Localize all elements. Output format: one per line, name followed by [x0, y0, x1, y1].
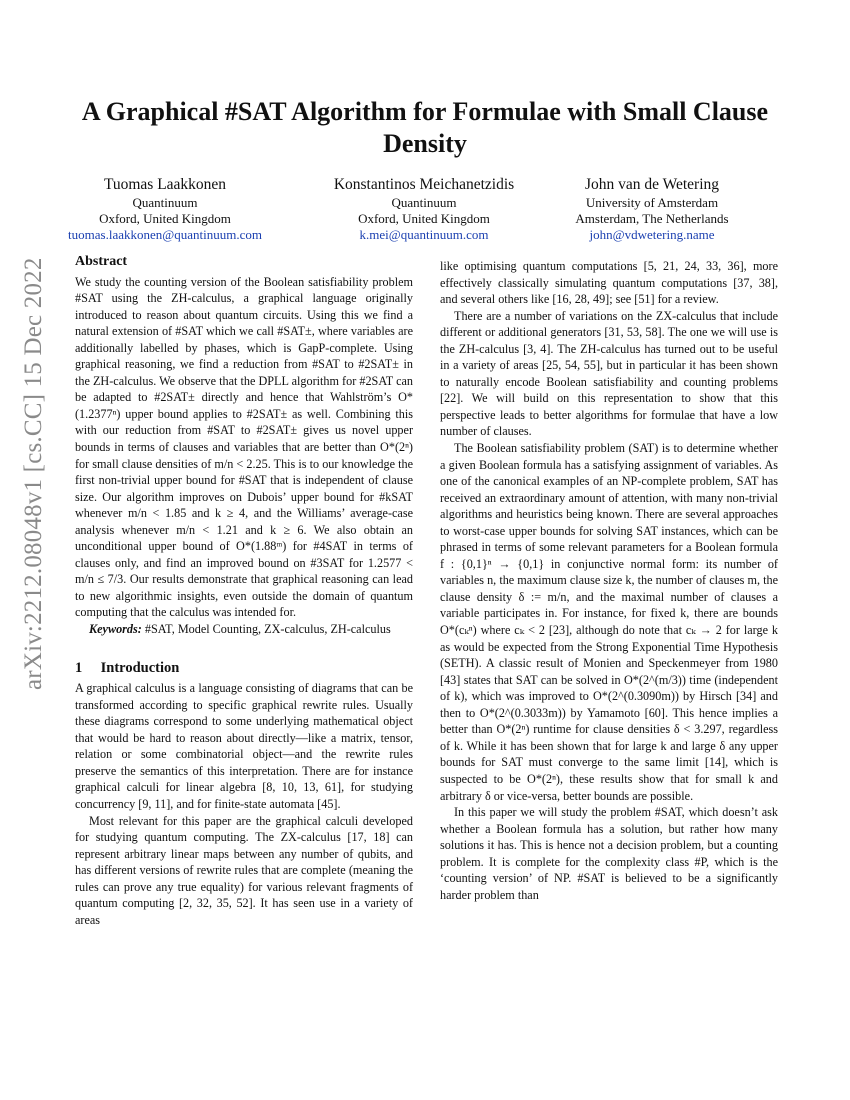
- left-column: [75, 254, 413, 928]
- author-email-link[interactable]: tuomas.laakkonen@quantinuum.com: [68, 227, 262, 242]
- keywords: [75, 621, 413, 638]
- author-name: Konstantinos Meichanetzidis: [333, 176, 515, 193]
- intro-paragraph-3: There are a number of variations on the ZX-calculus that include different or additional generators [31, 53, 58]. The one we will use is the ZH-calculus [3, 4]. The ZH-calculus has turned out to be useful in a variety of areas [25, 54, 55], but in particular it has been shown to naturally encode Boolean satisfiability and counting problems [22]. We will build on this representation to show that this perspective leads to better algorithms for formulae that have a low number of clauses.: [440, 308, 778, 439]
- abstract-heading: Abstract: [75, 254, 128, 269]
- keywords-label: Keywords:: [89, 622, 142, 637]
- abstract-text: We study the counting version of the Boolean satisfiability problem #SAT using the ZH-calculus, a graphical language originally introduced to reason about quantum circuits. Using this we find a natural extension of #SAT which we call #SAT±, where variables are additionally labelled by phases, which is GapP-complete. Using graphical reasoning, we find a reduction from #SAT to #2SAT± in the ZH-calculus. We observe that the DPLL algorithm for #2SAT can be adapted to #2SAT± directly and hence that Wahlström’s O*(1.2377ⁿ) upper bound applies to #2SAT± as well. Combining this with our reduction from #SAT to #2SAT± gives us novel upper bounds in terms of clauses and variables that are better than O*(2ⁿ) for small clause densities of m/n < 2.25. This is to our knowledge the first non-trivial upper bound for #SAT that is independent of clause size. Our algorithm improves on Dubois’ upper bound for #kSAT whenever m/n < 1.85 and k ≥ 4, and the Williams’ average-case analysis whenever m/n < 1.21 and k ≥ 6. We also obtain an unconditional upper bound of O*(1.88ᵐ) for #4SAT in terms of clauses only, and find an improved bound on #3SAT for 1.2577 < m/n ≤ 7/3. Our results demonstrate that graphical reasoning can lead to new algorithmic insights, even outside the domain of quantum computing that the calculus was intended for.: [75, 274, 413, 620]
- author-location: Oxford, United Kingdom: [99, 211, 231, 226]
- intro-paragraph-1: A graphical calculus is a language consisting of diagrams that can be transformed according to specific graphical rewrite rules. Usually these diagrams correspond to some underlying mathematical object that would be hard to reason about directly—like a matrix, tensor, relation or some combinatorial object—and the rewrite rules preserve the semantics of this interpretation. There are for instance graphical calculi for linear algebra [8, 10, 13, 61], for studying concurrency [9, 11], and for finite-state automata [45].: [75, 681, 413, 811]
- author-block: [70, 174, 780, 244]
- author-name: Tuomas Laakkonen: [103, 176, 227, 193]
- section-heading-introduction: [75, 660, 413, 677]
- intro-paragraph-4: The Boolean satisfiability problem (SAT) is to determine whether a given Boolean formula has a satisfying assignment of variables. As one of the canonical examples of an NP-complete problem, SAT has received an extraordinary amount of attention, with many non-trivial algorithms and heuristics being known. There are several approaches to worst-case upper bounds for solving SAT instances, which can be phrased in terms of some relevant parameters for a Boolean formula f : {0,1}ⁿ → {0,1} in conjunctive normal form: its number of variables n, the maximum clause size k, the number of clauses m, the clause density δ := m/n, and the maximal number of clauses a variable participates in. For instance, for fixed k, there are bounds O*(cₖⁿ) where cₖ < 2 [23], although do note that cₖ → 2 for large k as would be expected from the Strong Exponential Time Hypothesis (SETH). A classic result of Monien and Speckenmeyer from 1980 [43] states that SAT can be solved in O*(2^(m/3)) time (independent of k), which was improved to O*(2^(0.3090m)) by Hirsch [34] and then to O*(2^(0.3033m)) by Yamamoto [60]. This hence implies a better than O*(2ⁿ) runtime for clause densities δ < 3.297, regardless of k. While it has been shown that for large k and large δ any upper bounds for SAT must converge to the same limit [14], which is suspected to be O*(2ⁿ), these results show that for small k and arbitrary δ or vice-versa, better bounds are possible.: [440, 441, 778, 803]
- author-location: Oxford, United Kingdom: [358, 211, 490, 226]
- keywords-text: #SAT, Model Counting, ZX-calculus, ZH-calculus: [144, 622, 391, 637]
- author-name: John van de Wetering: [584, 176, 720, 193]
- author-email-link[interactable]: k.mei@quantinuum.com: [359, 227, 489, 242]
- author-3: [532, 174, 772, 243]
- intro-paragraph-2: Most relevant for this paper are the graphical calculi developed for studying quantum computing. The ZX-calculus [17, 18] can represent arbitrary linear maps between any number of qubits, and has different versions of rewrite rules that are complete (meaning the rules can prove any true equality) for various relevant fragments of quantum computing [2, 32, 35, 52]. It has seen use in a variety of areas: [75, 813, 413, 927]
- author-2: [304, 174, 544, 243]
- author-org: University of Amsterdam: [585, 195, 719, 210]
- right-column: [440, 258, 778, 903]
- section-number: 1: [75, 659, 83, 676]
- author-email-link[interactable]: john@vdwetering.name: [589, 227, 715, 242]
- author-location: Amsterdam, The Netherlands: [575, 211, 729, 226]
- intro-paragraph-2-continued: like optimising quantum computations [5, 21, 24, 33, 36], more effectively classically simulating quantum computations [37, 38], and several others like [16, 28, 49]; see [51] for a review.: [440, 259, 778, 307]
- section-title: Introduction: [100, 659, 180, 676]
- author-1: [45, 174, 285, 243]
- paper-title: A Graphical #SAT Algorithm for Formulae with Small Clause Density: [81, 97, 769, 158]
- intro-paragraph-5: In this paper we will study the problem #SAT, which doesn’t ask whether a Boolean formula has a solution, but rather how many solutions it has. This is hence not a decision problem, but a counting problem. It is complete for the complexity class #P, which is the ‘counting version’ of NP. #SAT is believed to be a significantly harder problem than: [440, 805, 778, 902]
- author-org: Quantinuum: [391, 195, 457, 210]
- arxiv-identifier: arXiv:2212.08048v1 [cs.CC] 15 Dec 2022: [20, 257, 47, 690]
- author-org: Quantinuum: [132, 195, 198, 210]
